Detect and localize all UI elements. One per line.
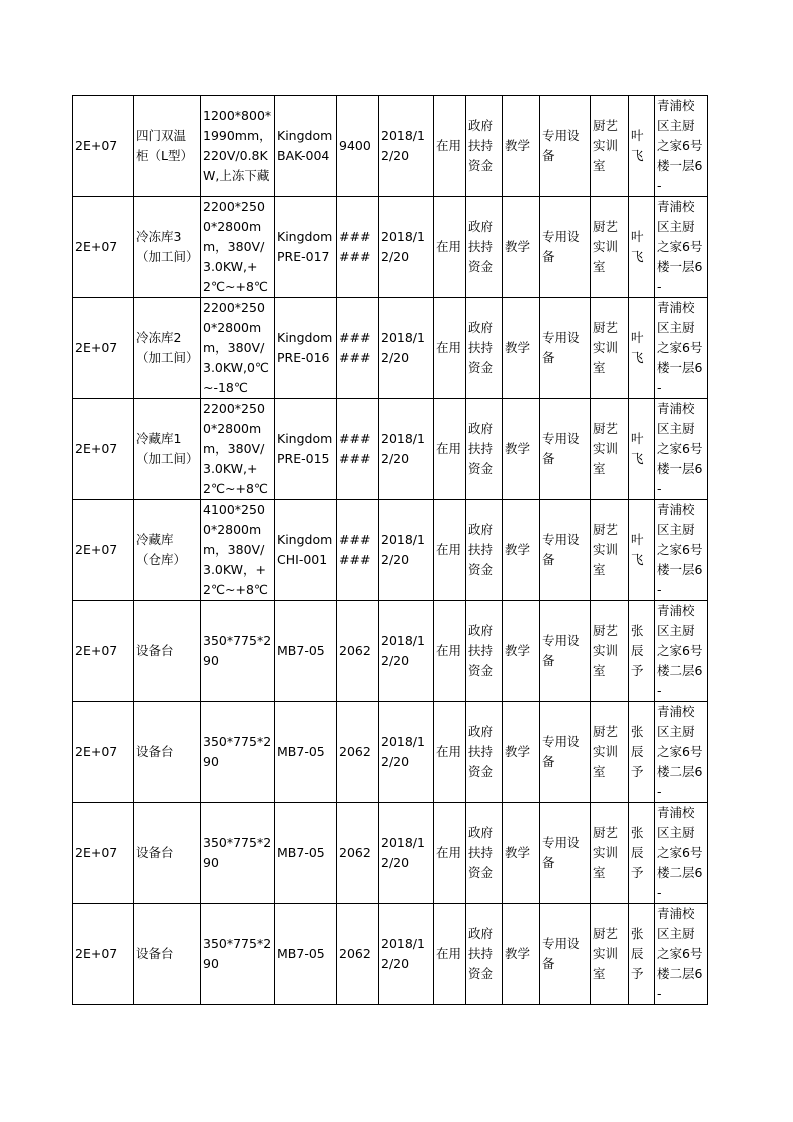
status-cell: 在用 bbox=[434, 500, 466, 601]
spec-cell: 350*775*290 bbox=[201, 601, 275, 702]
table-row bbox=[73, 197, 708, 298]
room-cell: 厨艺实训室 bbox=[591, 803, 629, 904]
spec-cell: 1200*800*1990mm，220V/0.8KW,上冻下藏 bbox=[201, 96, 275, 197]
room-cell: 厨艺实训室 bbox=[591, 904, 629, 1005]
model-cell: Kingdom PRE-016 bbox=[275, 298, 337, 399]
model-cell: Kingdom BAK-004 bbox=[275, 96, 337, 197]
asset-code-cell: 2E+07 bbox=[73, 702, 134, 803]
location-cell: 青浦校区主厨之家6号楼一层6- bbox=[655, 500, 708, 601]
asset-code-cell: 2E+07 bbox=[73, 96, 134, 197]
model-cell: MB7-05 bbox=[275, 904, 337, 1005]
location-cell: 青浦校区主厨之家6号楼二层6- bbox=[655, 601, 708, 702]
category-cell: 专用设备 bbox=[540, 904, 591, 1005]
room-cell: 厨艺实训室 bbox=[591, 197, 629, 298]
asset-name-cell: 四门双温柜（L型） bbox=[134, 96, 201, 197]
status-cell: 在用 bbox=[434, 904, 466, 1005]
fund-source-cell: 政府扶持资金 bbox=[466, 803, 503, 904]
location-cell: 青浦校区主厨之家6号楼二层6- bbox=[655, 702, 708, 803]
model-cell: Kingdom CHI-001 bbox=[275, 500, 337, 601]
asset-name-cell: 冷藏库1（加工间） bbox=[134, 399, 201, 500]
table-row bbox=[73, 96, 708, 197]
asset-name-cell: 冷冻库2（加工间） bbox=[134, 298, 201, 399]
fund-source-cell: 政府扶持资金 bbox=[466, 601, 503, 702]
date-cell: 2018/12/20 bbox=[379, 500, 434, 601]
spec-cell: 2200*2500*2800mm，380V/3.0KW,0℃~-18℃ bbox=[201, 298, 275, 399]
fund-source-cell: 政府扶持资金 bbox=[466, 96, 503, 197]
date-cell: 2018/12/20 bbox=[379, 904, 434, 1005]
spec-cell: 4100*2500*2800mm，380V/3.0KW，+2℃~+8℃ bbox=[201, 500, 275, 601]
status-cell: 在用 bbox=[434, 298, 466, 399]
table-row bbox=[73, 500, 708, 601]
room-cell: 厨艺实训室 bbox=[591, 96, 629, 197]
usage-cell: 教学 bbox=[503, 702, 540, 803]
asset-code-cell: 2E+07 bbox=[73, 904, 134, 1005]
date-cell: 2018/12/20 bbox=[379, 399, 434, 500]
room-cell: 厨艺实训室 bbox=[591, 702, 629, 803]
status-cell: 在用 bbox=[434, 702, 466, 803]
keeper-cell: 叶飞 bbox=[629, 197, 655, 298]
asset-code-cell: 2E+07 bbox=[73, 197, 134, 298]
asset-name-cell: 设备台 bbox=[134, 904, 201, 1005]
date-cell: 2018/12/20 bbox=[379, 96, 434, 197]
spec-cell: 350*775*290 bbox=[201, 803, 275, 904]
price-cell: ###### bbox=[337, 298, 379, 399]
status-cell: 在用 bbox=[434, 803, 466, 904]
table-row bbox=[73, 702, 708, 803]
date-cell: 2018/12/20 bbox=[379, 298, 434, 399]
table-row bbox=[73, 803, 708, 904]
status-cell: 在用 bbox=[434, 197, 466, 298]
fund-source-cell: 政府扶持资金 bbox=[466, 197, 503, 298]
keeper-cell: 张辰予 bbox=[629, 803, 655, 904]
usage-cell: 教学 bbox=[503, 803, 540, 904]
keeper-cell: 叶飞 bbox=[629, 500, 655, 601]
category-cell: 专用设备 bbox=[540, 803, 591, 904]
location-cell: 青浦校区主厨之家6号楼一层6- bbox=[655, 298, 708, 399]
fund-source-cell: 政府扶持资金 bbox=[466, 702, 503, 803]
room-cell: 厨艺实训室 bbox=[591, 399, 629, 500]
spec-cell: 350*775*290 bbox=[201, 904, 275, 1005]
price-cell: 2062 bbox=[337, 702, 379, 803]
table-row bbox=[73, 399, 708, 500]
category-cell: 专用设备 bbox=[540, 500, 591, 601]
keeper-cell: 叶飞 bbox=[629, 96, 655, 197]
category-cell: 专用设备 bbox=[540, 298, 591, 399]
usage-cell: 教学 bbox=[503, 601, 540, 702]
model-cell: MB7-05 bbox=[275, 803, 337, 904]
room-cell: 厨艺实训室 bbox=[591, 601, 629, 702]
usage-cell: 教学 bbox=[503, 500, 540, 601]
asset-name-cell: 设备台 bbox=[134, 702, 201, 803]
fund-source-cell: 政府扶持资金 bbox=[466, 298, 503, 399]
usage-cell: 教学 bbox=[503, 298, 540, 399]
status-cell: 在用 bbox=[434, 399, 466, 500]
usage-cell: 教学 bbox=[503, 399, 540, 500]
usage-cell: 教学 bbox=[503, 197, 540, 298]
status-cell: 在用 bbox=[434, 96, 466, 197]
fund-source-cell: 政府扶持资金 bbox=[466, 500, 503, 601]
model-cell: MB7-05 bbox=[275, 702, 337, 803]
location-cell: 青浦校区主厨之家6号楼二层6- bbox=[655, 803, 708, 904]
keeper-cell: 叶飞 bbox=[629, 298, 655, 399]
room-cell: 厨艺实训室 bbox=[591, 500, 629, 601]
location-cell: 青浦校区主厨之家6号楼一层6- bbox=[655, 399, 708, 500]
asset-name-cell: 冷藏库（仓库） bbox=[134, 500, 201, 601]
keeper-cell: 叶飞 bbox=[629, 399, 655, 500]
location-cell: 青浦校区主厨之家6号楼二层6- bbox=[655, 904, 708, 1005]
table-row bbox=[73, 601, 708, 702]
date-cell: 2018/12/20 bbox=[379, 702, 434, 803]
asset-code-cell: 2E+07 bbox=[73, 601, 134, 702]
date-cell: 2018/12/20 bbox=[379, 197, 434, 298]
category-cell: 专用设备 bbox=[540, 601, 591, 702]
asset-name-cell: 设备台 bbox=[134, 601, 201, 702]
spec-cell: 2200*2500*2800mm，380V/3.0KW,+2℃~+8℃ bbox=[201, 197, 275, 298]
date-cell: 2018/12/20 bbox=[379, 601, 434, 702]
model-cell: Kingdom PRE-015 bbox=[275, 399, 337, 500]
price-cell: ###### bbox=[337, 500, 379, 601]
model-cell: MB7-05 bbox=[275, 601, 337, 702]
status-cell: 在用 bbox=[434, 601, 466, 702]
asset-name-cell: 冷冻库3（加工间） bbox=[134, 197, 201, 298]
asset-name-cell: 设备台 bbox=[134, 803, 201, 904]
price-cell: 2062 bbox=[337, 601, 379, 702]
category-cell: 专用设备 bbox=[540, 399, 591, 500]
spec-cell: 2200*2500*2800mm，380V/3.0KW,+2℃~+8℃ bbox=[201, 399, 275, 500]
asset-code-cell: 2E+07 bbox=[73, 803, 134, 904]
category-cell: 专用设备 bbox=[540, 197, 591, 298]
spec-cell: 350*775*290 bbox=[201, 702, 275, 803]
category-cell: 专用设备 bbox=[540, 702, 591, 803]
price-cell: 2062 bbox=[337, 803, 379, 904]
price-cell: 9400 bbox=[337, 96, 379, 197]
date-cell: 2018/12/20 bbox=[379, 803, 434, 904]
table-row bbox=[73, 298, 708, 399]
asset-code-cell: 2E+07 bbox=[73, 298, 134, 399]
price-cell: ###### bbox=[337, 399, 379, 500]
price-cell: ###### bbox=[337, 197, 379, 298]
location-cell: 青浦校区主厨之家6号楼一层6- bbox=[655, 197, 708, 298]
asset-code-cell: 2E+07 bbox=[73, 399, 134, 500]
table-row bbox=[73, 904, 708, 1005]
keeper-cell: 张辰予 bbox=[629, 904, 655, 1005]
keeper-cell: 张辰予 bbox=[629, 702, 655, 803]
usage-cell: 教学 bbox=[503, 96, 540, 197]
fund-source-cell: 政府扶持资金 bbox=[466, 399, 503, 500]
room-cell: 厨艺实训室 bbox=[591, 298, 629, 399]
asset-table bbox=[72, 95, 708, 1005]
category-cell: 专用设备 bbox=[540, 96, 591, 197]
usage-cell: 教学 bbox=[503, 904, 540, 1005]
price-cell: 2062 bbox=[337, 904, 379, 1005]
model-cell: Kingdom PRE-017 bbox=[275, 197, 337, 298]
location-cell: 青浦校区主厨之家6号楼一层6- bbox=[655, 96, 708, 197]
fund-source-cell: 政府扶持资金 bbox=[466, 904, 503, 1005]
asset-code-cell: 2E+07 bbox=[73, 500, 134, 601]
keeper-cell: 张辰予 bbox=[629, 601, 655, 702]
